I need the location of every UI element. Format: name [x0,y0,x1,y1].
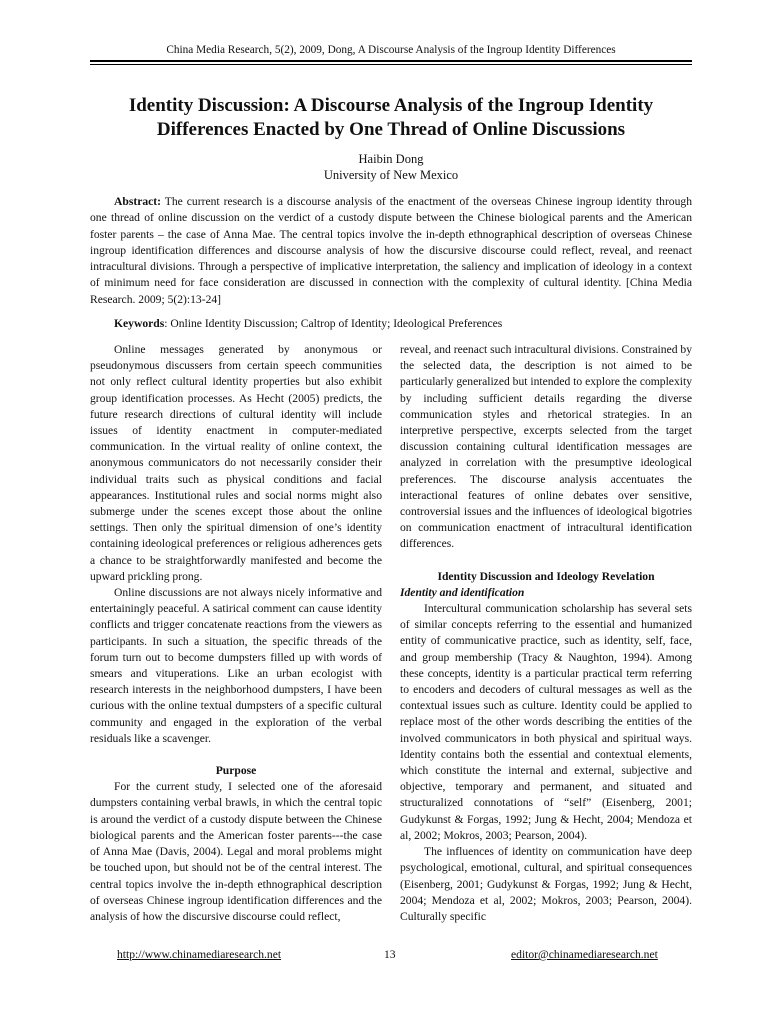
abstract [90,194,692,308]
body-paragraph: Online discussions are not always nicely informative and entertainingly peaceful. A satirical comment can cause identity conflicts and trigger concatenate reactions from the viewers as participants. In such a situation, the specific threads of the forum turn out to become dumpsters filled up with words of smears and vituperations. Like an urban ecologist with research interests in the neighborhood dumpsters, I have been curious with the online textual dumpsters of a specific cultural community and engaged in the exploration of the verbal residuals like a scavenger. [90,586,382,745]
paper-title [90,94,692,142]
body-paragraph: For the current study, I selected one of the aforesaid dumpsters containing verbal brawls, in which the central topic is around the verdict of a custody dispute between the Chinese biological parents and the American foster parents---the case of Anna Mae (Davis, 2004). Legal and moral problems might be touched upon, but should not be of the central interest. The central topics involve the in-depth ethnographical description of overseas Chinese ingroup identification differences and the analysis of how the discursive discourse could reflect, [90,780,382,923]
abstract-text: The current research is a discourse analysis of the enactment of the overseas Chinese ingroup identity through one thread of online discussion on the verdict of a custody dispute between the Chinese biological parents and the American foster parents – the case of Anna Mae. The central topics involve the in-depth ethnographical description of overseas Chinese ingroup identification differences and discourse analysis of how the discursive discourse could reflect, reveal, and reenact intracultural divisions. Through a perspective of implicative interpretation, the saliency and implication of ideology in a context of minimum need for face consideration are discussed in connection with the complexity of cultural identity. [China Media Research. 2009; 5(2):13-24] [90,195,692,306]
keywords [90,316,692,332]
header-rule-thin [90,64,692,65]
email-link[interactable]: editor@chinamediaresearch.net [511,948,658,961]
author-name: Haibin Dong [358,152,424,166]
footer-email[interactable] [511,948,658,961]
body-paragraph: Intercultural communication scholarship has several sets of similar concepts referring to the essential and humanized entity of communicative practice, such as identity, self, face, and group membership (Tracy & Naughton, 1994). Among these concepts, identity is a particular practical term referring to encoders and decoders of cultural messages as well as the contextual issues such as culture. Identity could be applied to replace most of the other words describing the entities of the involved communicators in both physical and spiritual ways. Identity contains both the essential and contextual elements, which constitute the internal and external, subjective and objective, temporary and permanent, and situated and structuralized connotations of “self” (Eisenberg, 2001; Gudykunst & Forgas, 1992; Jung & Hecht, 2004; Mendoza et al, 2002; Mokros, 2003; Pearson, 2004). [400,602,692,842]
subheading-identity: Identity and identification [400,585,525,599]
section-heading-identity: Identity Discussion and Ideology Revelation [437,569,655,583]
running-header: China Media Research, 5(2), 2009, Dong, A Discourse Analysis of the Ingroup Identity Differences [166,44,616,56]
footer-website[interactable] [117,948,281,961]
header-rule [90,60,692,62]
body-paragraph: reveal, and reenact such intracultural divisions. Constrained by the selected data, the description is not aimed to be particularly generalized but intended to explore the complexity by including sufficient details regarding the diverse communication styles and rhetorical strategies. In an interpretive perspective, excerpts selected from the target discussion containing cultural identification messages are analyzed in correlation with the presumptive ideological preferences. The discourse analysis accentuates the interactional features of online debates over sensitive, controversial issues and the influences of ideological bigotries on communication enactment of intracultural identification differences. [400,343,693,551]
right-column [400,342,692,925]
body-paragraph: The influences of identity on communication have deep psychological, emotional, cultural, and spiritual consequences (Eisenberg, 2001; Gudykunst & Forgas, 1992; Jung & Hecht, 2004; Mendoza et al, 2002; Mokros, 2003; Pearson, 2004). Culturally specific [400,845,692,923]
section-heading-purpose: Purpose [215,764,257,778]
left-column [90,342,382,925]
abstract-label: Abstract: [114,195,162,208]
page-number: 13 [384,948,396,961]
keywords-text: : Online Identity Discussion; Caltrop of Identity; Ideological Preferences [164,317,503,330]
website-link[interactable]: http://www.chinamediaresearch.net [117,948,282,961]
keywords-label: Keywords [114,317,165,330]
author-affiliation: University of New Mexico [323,168,459,182]
title-line-2: Differences Enacted by One Thread of Online Discussions [156,119,626,140]
title-line-1: Identity Discussion: A Discourse Analysis of the Ingroup Identity [128,95,654,116]
author-block [90,151,692,183]
body-paragraph: Online messages generated by anonymous or pseudonymous discussers from certain speech communities not only reflect cultural identity properties but also exhibit group identification processes. As Hecht (2005) predicts, the future research directions of cultural identity will include issues of identity enactment in computer-mediated communication. In the virtual reality of online context, the anonymous communicators do not necessarily consider their individual traits such as physical conditions and facial appearances. Institutional rules and social norms might also submerge under the scenes except those about the online settings. Then only the spiritual dimension of one’s identity containing ideological preferences or religious adherences gets a chance to be straightforwardly manifested and become the upward prickling prong. [90,343,382,583]
